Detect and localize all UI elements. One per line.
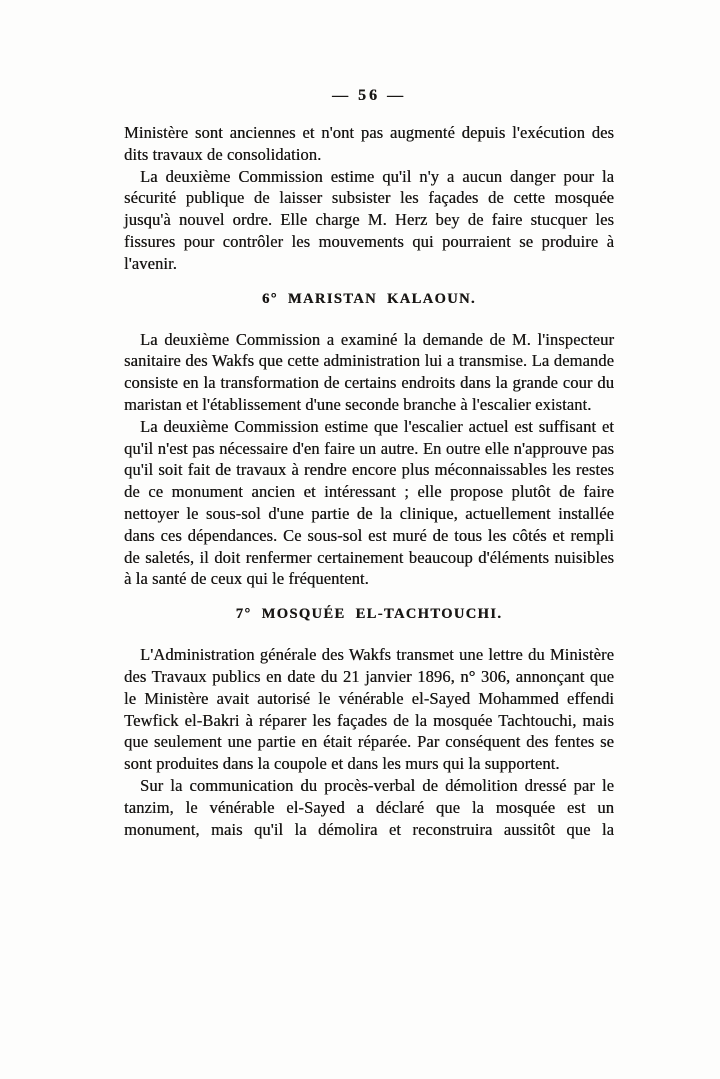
section-heading-mosquee-el-tachtouchi: 7° MOSQUÉE EL-TACHTOUCHI. [235,606,503,623]
paragraph-escalier-sous-sol: La deuxième Commission estime que l'escalier actuel est suffisant et qu'il n'est pas nécessaire d'en faire un autre. En outre elle n'approuve pas qu'il soit fait de travaux à rendre encore plus méconnaissables les restes de ce monument ancien et intéressant ; elle propose plutôt de faire nettoyer le sous-sol d'une partie de la clinique, actuellement installée dans ces dépendances. Ce sous-sol est muré de tous les côtés et rempli de saletés, il doit renfermer certainement beaucoup d'éléments nuisibles à la santé de ceux qui le fréquentent. [124,416,614,589]
paragraph-administration-wakfs-lettre: L'Administration générale des Wakfs transmet une lettre du Ministère des Travaux publics en date du 21 janvier 1896, n° 306, annonçant que le Ministère avait autorisé le vénérable el-Sayed Mohammed effendi Tewfick el-Bakri à réparer les façades de la mosquée Tachtouchi, mais que seulement une partie en était réparée. Par conséquent des fentes se sont produites dans la coupole et dans les murs qui la supportent. [124,645,614,774]
page-number: — 56 — [332,87,406,104]
paragraph-proces-verbal-demolition: Sur la communication du procès-verbal de démolition dressé par le tanzim, le vénérable el-Sayed a déclaré que la mosquée est un monument, mais qu'il la démolira et reconstruira aussitôt que la [124,775,614,839]
paragraph-commission-estime-danger: La deuxième Commission estime qu'il n'y a aucun danger pour la sécurité publique de laisser subsister les façades de cette mosquée jusqu'à nouvel ordre. Elle charge M. Herz bey de faire stucquer les fissures pour contrôler les mouvements qui pourraient se produire à l'avenir. [124,166,614,273]
text-block [124,86,614,840]
paragraph-continuation-ministere: Ministère sont anciennes et n'ont pas augmenté depuis l'exécution des dits travaux de consolidation. [124,123,614,164]
section-heading-maristan-kalaoun: 6° MARISTAN KALAOUN. [262,290,476,307]
paragraph-demande-inspecteur: La deuxième Commission a examiné la demande de M. l'inspecteur sanitaire des Wakfs que cette administration lui a transmise. La demande consiste en la transformation de certains endroits dans la grande cour du maristan et l'établissement d'une seconde branche à l'escalier existant. [124,329,614,414]
